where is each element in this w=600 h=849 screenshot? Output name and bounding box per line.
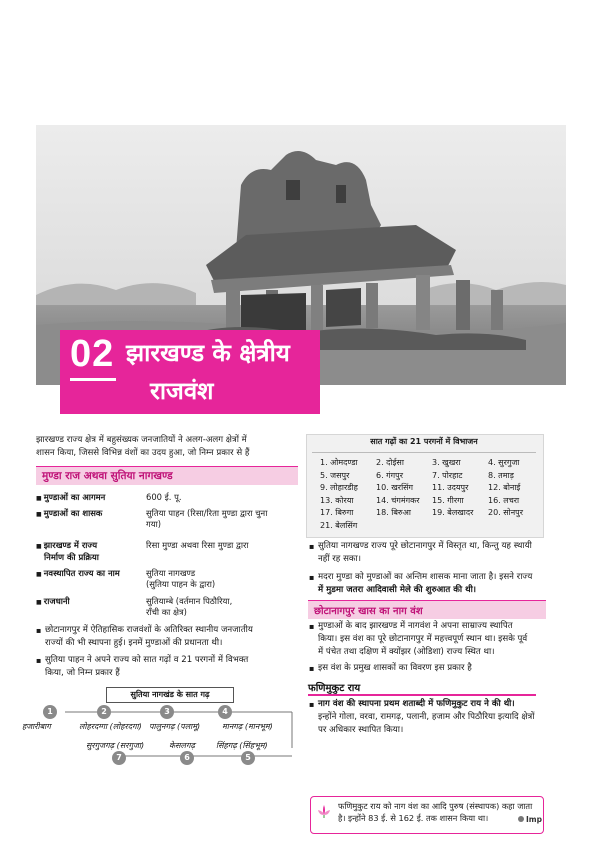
kv-value: 600 ई. पू. [146,492,182,502]
kv-value-line: सुतिया नागखण्ड [146,568,196,578]
fort-name: हजारीबाग [22,722,51,731]
intro-paragraph [36,434,298,460]
munda-bullet [45,654,300,680]
chapter-number: 02 [70,333,115,375]
fort-number-badge: 3 [160,705,174,719]
fort-number-badge: 2 [97,705,111,719]
table-cell: 3. खुखरा [432,458,461,467]
kv-value-line: सुतिया पाहन (रिसा/रिता मुण्डा द्वारा चुना [146,508,268,518]
kv-key: ■ मुण्डाओं का शासक [36,508,136,520]
bullet-line: ▪ सुतिया नागखण्ड राज्य पूरे छोटानागपुर में विस्तृत था, किन्तु यह स्थायी [318,541,532,551]
table-cell: 6. गंगपुर [376,470,403,480]
fort-name: मानगढ़ (मानभूम) [222,722,273,731]
imp-badge [518,815,542,824]
table-cell: 19. बेलखादर [432,508,474,518]
munda-section-heading: मुण्डा राज अथवा सुतिया नागखण्ड [36,466,298,485]
fort-number-badge: 7 [112,751,126,765]
important-note-text [338,800,538,824]
bullet-line: ▪ सुतिया पाहन ने अपने राज्य को सात गढ़ों व 21 परगनों में विभक्त [45,655,249,665]
chapter-title-line2: राजवंश [150,377,214,405]
table-cell: 18. बिरुआ [376,508,411,518]
imp-badge-label: Imp [526,815,542,824]
kv-value-line: (सुतिया पाहन के द्वारा) [146,579,216,589]
bullet-line: ▪ इस वंश के प्रमुख शासकों का विवरण इस प्रकार है [318,663,472,673]
fort-number-badge: 1 [43,705,57,719]
naga-section-heading: छोटानागपुर खास का नाग वंश [308,600,546,619]
bullet-line: में मुडमा जतरा आदिवासी मेले की शुरुआत की थी। [318,585,477,595]
imp-dot-icon [518,816,524,822]
fort-number-badge: 5 [241,751,255,765]
kv-value [146,568,296,590]
bullet-line: ▪ मुण्डाओं के बाद झारखण्ड में नागवंश ने अपना साम्राज्य स्थापित [318,621,513,631]
table-cell: 20. सोनपुर [488,508,524,518]
table-cell: 2. दोईसा [376,458,404,467]
kv-row [36,596,298,618]
fort-name: लोहरदग्गा (लोहरदगा) [79,722,142,731]
bullet-line: ▪ छोटानागपुर में ऐतिहासिक राजवंशों के अतिरिक्त स्थानीय जनजातीय [45,625,253,635]
kv-row [36,568,298,590]
table-cell: 9. लोहारडीह [320,483,358,493]
table-cell: 7. पोरहाट [432,470,463,480]
naga-bullet [318,620,548,659]
kv-value-line: राँची का क्षेत्र) [146,607,187,617]
phanimukut-bullet [318,698,548,737]
bullet-line: किया, जो निम्न प्रकार हैं [45,668,120,678]
intro-line: झारखण्ड राज्य क्षेत्र में बहुसंख्यक जनजातियों ने अलग-अलग क्षेत्रों में [36,435,247,445]
table-cell: 8. तमाड़ [488,470,514,480]
table-divider [312,452,536,453]
chapter-title-line1: झारखण्ड के क्षेत्रीय [126,339,290,367]
bullet-line: नहीं रह सका। [318,554,361,564]
table-cell: 21. बेलसिंग [320,521,358,530]
kv-key-line: झारखण्ड में राज्य [43,540,98,550]
table-cell: 17. बिरुगा [320,508,354,518]
bullet-line: ▪ नाग वंश की स्थापना प्रथम शताब्दी में फणिमुकुट राय ने की थी। [318,699,515,709]
table-cell: 5. जसपुर [320,470,350,480]
phanimukut-heading: फणिमुकुट राय [308,683,361,694]
fort-number-badge: 6 [180,751,194,765]
table-cell: 10. खरसिंग [376,483,414,493]
fort-name: केसलगढ़ [169,741,195,750]
fort-number-badge: 4 [218,705,232,719]
right-bullet [318,571,548,597]
kv-key [36,540,136,563]
kv-value-line: सुतियाम्बे (वर्तमान पिठौरिया, [146,596,233,606]
kv-key-line: निर्माण की प्रक्रिया [44,552,99,562]
kv-key: ■ नवस्थापित राज्य का नाम [36,568,136,580]
kv-row [36,492,298,504]
bullet-line: पर अधिकार स्थापित किया। [318,725,404,735]
naga-bullet [318,662,548,675]
right-bullet [318,540,548,566]
table-cell: 4. सुरगुजा [488,458,520,467]
intro-line: शासन किया, जिससे विभिन्न वंशों का उदय हुआ, जो निम्न प्रकार से हैं [36,448,250,458]
kv-value: रिसा मुण्डा अथवा रिसा मुण्डा द्वारा [146,540,249,550]
munda-bullet [45,624,300,650]
kv-row [36,508,298,530]
bullet-line: इन्होंने गोला, वरवा, रामगढ़, पलानी, हजाम और पिठौरिया इत्यादि क्षेत्रों [318,712,535,722]
seven-forts-title: सुतिया नागखंड के सात गढ़ [106,687,234,703]
table-cell: 13. कोरया [320,495,354,505]
kv-key: ■ मुण्डाओं का आगमन [36,492,136,504]
kv-key: ■ राजधानी [36,596,136,608]
table-cell: 11. उदयपुर [432,483,469,493]
table-cell: 14. चंगमंगकर [376,495,420,505]
kv-row [36,540,298,562]
bullet-line: ▪ मदरा मुण्डा को मुण्डाओं का अन्तिम शासक माना जाता है। इसने राज्य [318,572,533,582]
kv-value [146,596,296,618]
kv-value [146,508,296,530]
phanimukut-underline [308,694,536,696]
parganas-table-title: सात गढ़ों का 21 परगनों में विभाजन [370,437,478,446]
table-cell: 1. ओमदण्डा [320,458,358,467]
table-cell: 15. गीरगा [432,495,464,505]
bullet-line: किया। इस वंश का पूरे छोटानागपुर में महत्त्वपूर्ण स्थान था। इसके पूर्व [318,634,528,644]
fort-name: पालुनगढ़ (पलामू) [149,722,201,731]
fort-name: सुरगुजगढ़ (सरगुजा) [86,741,145,750]
lotus-icon [316,803,332,819]
bullet-line: में पंचेत तथा दक्षिण में क्योंझर (ओडिशा) राज्य स्थित था। [318,647,495,657]
kv-value-line: गया) [146,519,162,529]
bullet-line: राज्यों की भी स्थापना हुई। इनमें मुण्डाओं की प्रधानता थी। [45,638,223,648]
fort-name: सिंहगढ़ (सिंहभूम) [216,741,268,750]
note-line: है। इन्होंने 83 ई. से 162 ई. तक शासन किया था। [338,813,489,823]
table-cell: 12. बोनाई [488,483,521,493]
table-cell: 16. लचरा [488,495,520,505]
note-line: फणिमुकुट राय को नाग वंश का आदि पुरुष (संस्थापक) कहा जाता [338,801,533,811]
chapter-number-underline [70,378,116,381]
